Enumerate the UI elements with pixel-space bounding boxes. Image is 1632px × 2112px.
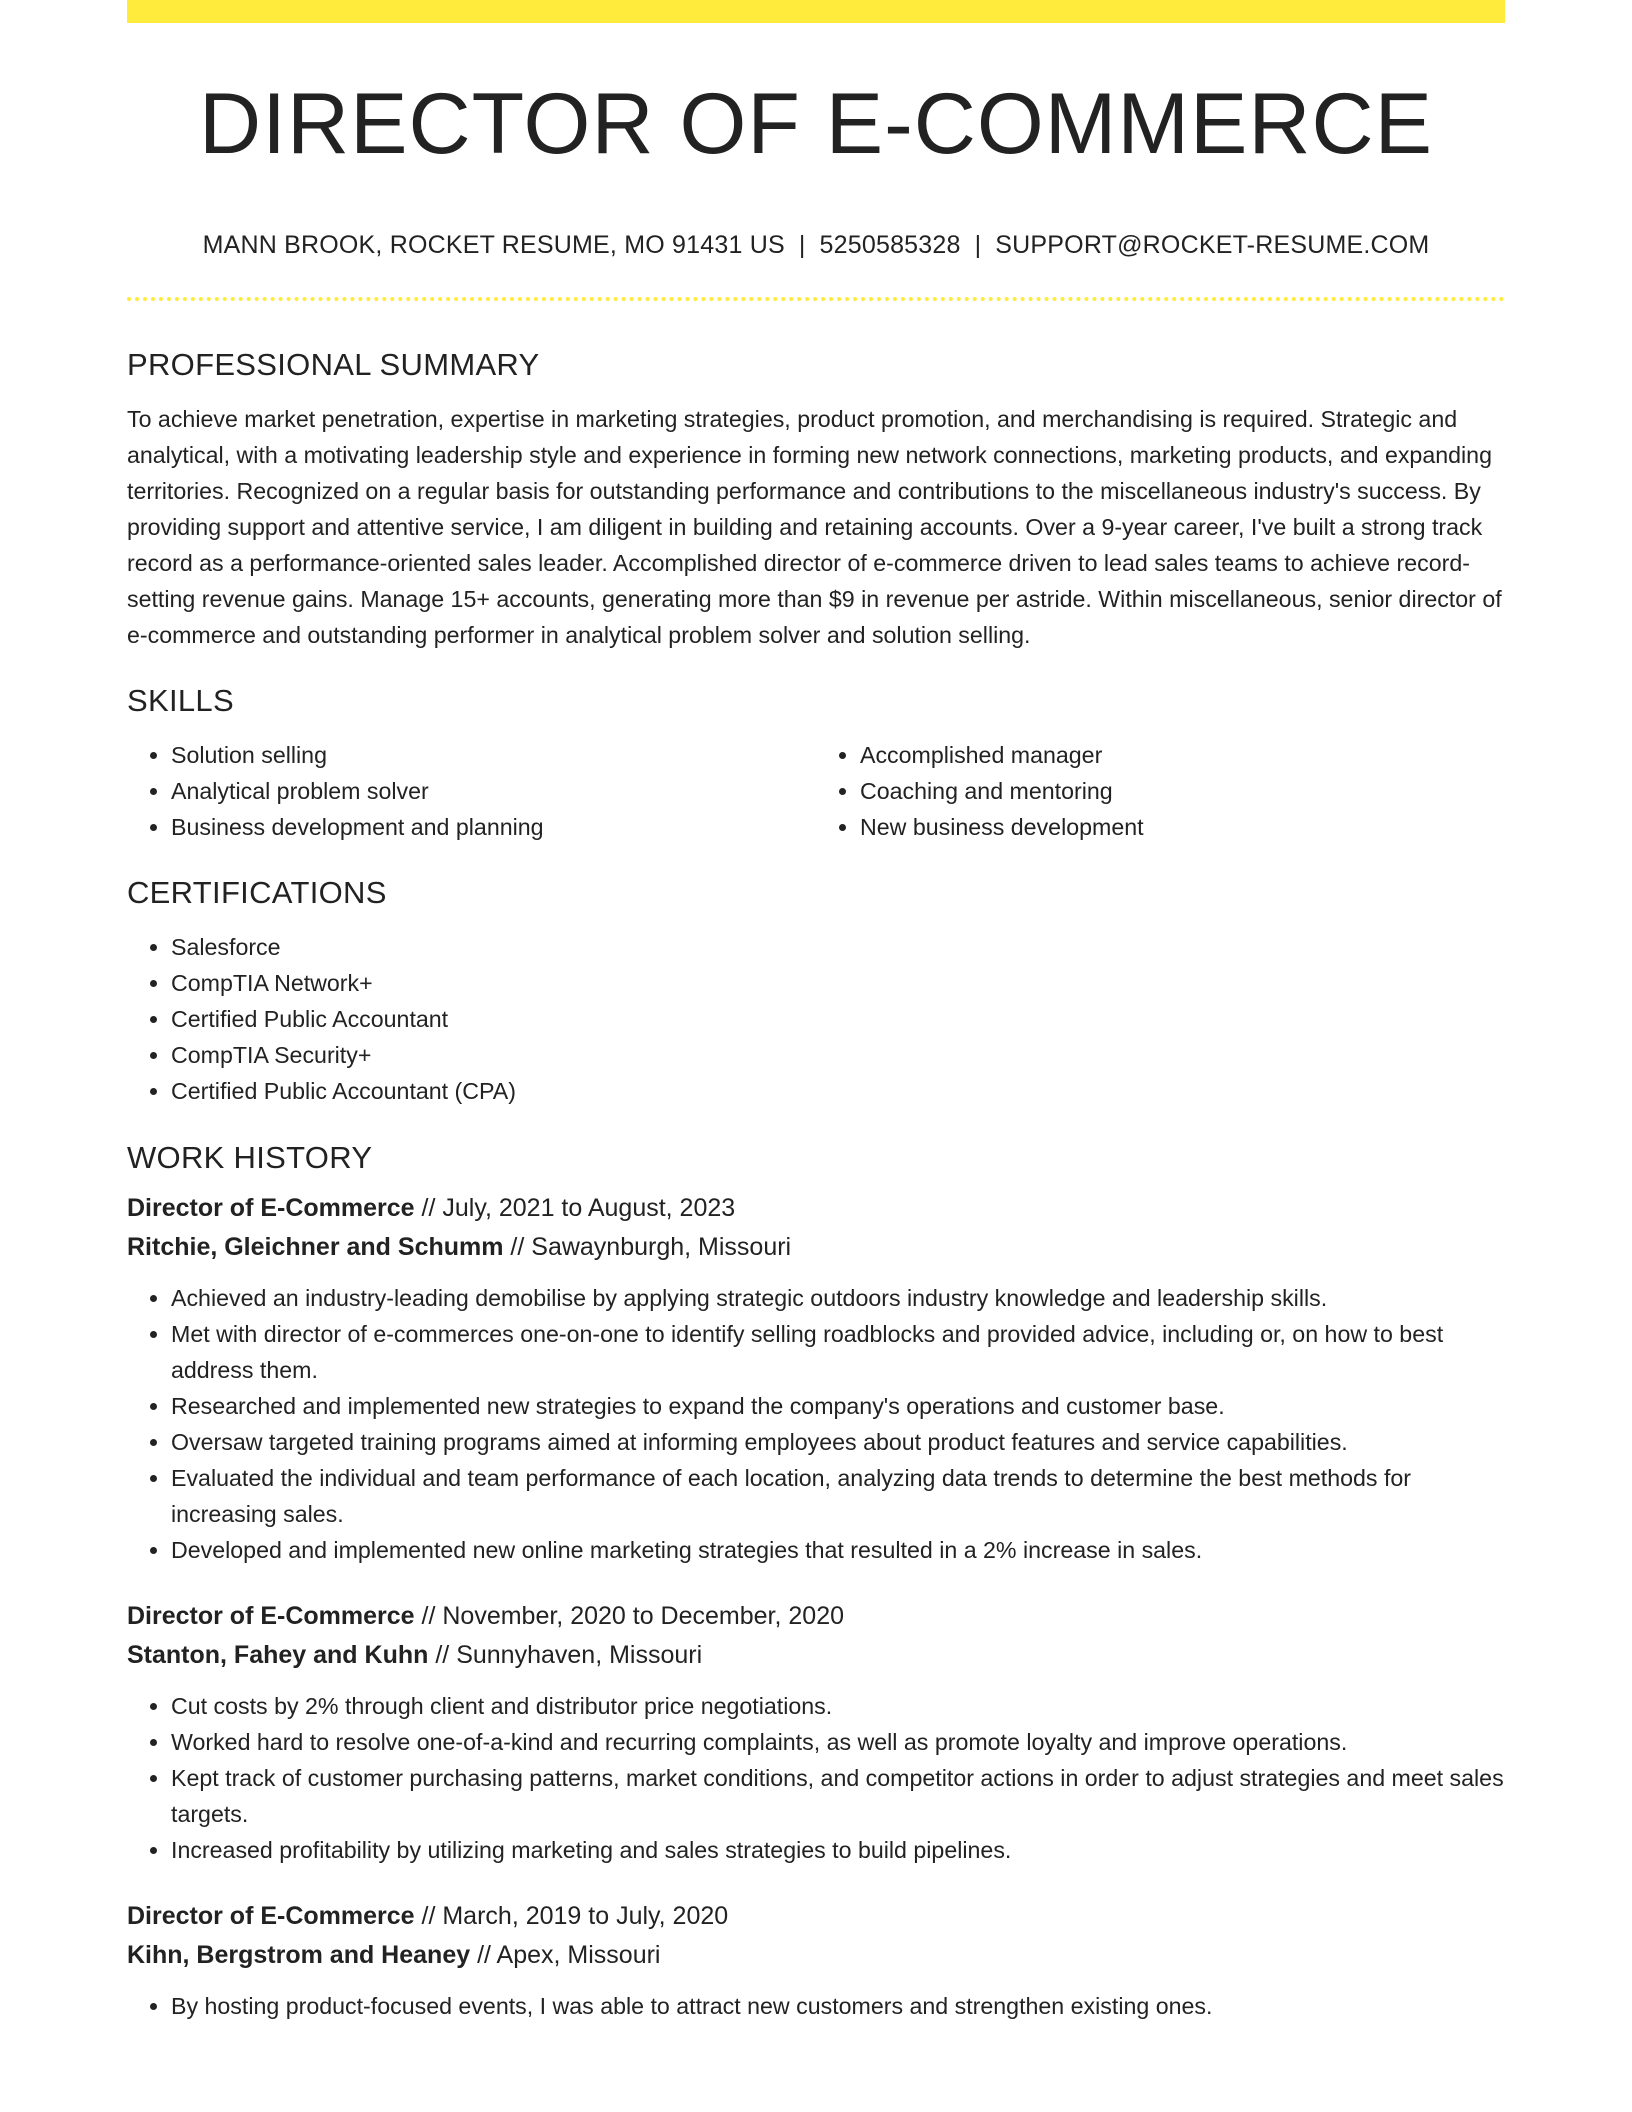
summary-heading: PROFESSIONAL SUMMARY	[127, 347, 540, 382]
work-history-section	[127, 1142, 1505, 2024]
job-title-line	[127, 1897, 1505, 1936]
certifications-heading: CERTIFICATIONS	[127, 875, 387, 910]
job-title: Director of E-Commerce	[127, 1902, 415, 1930]
contact-address: MANN BROOK, ROCKET RESUME, MO 91431 US	[202, 231, 785, 259]
list-item: • Coaching and mentoring	[860, 773, 1505, 809]
list-item: • Kept track of customer purchasing patterns, market conditions, and competitor actions in order to adjust strategies and meet sales targets.	[171, 1760, 1505, 1832]
job-company: Kihn, Bergstrom and Heaney	[127, 1941, 471, 1969]
list-item: • CompTIA Network+	[171, 965, 1505, 1001]
job-bullets	[127, 1688, 1505, 1868]
job-location: // Apex, Missouri	[470, 1941, 661, 1969]
contact-email: SUPPORT@ROCKET-RESUME.COM	[995, 231, 1430, 259]
job-dates: // November, 2020 to December, 2020	[414, 1602, 844, 1630]
job-company-line	[127, 1228, 1505, 1267]
list-item: • Certified Public Accountant	[171, 1001, 1505, 1037]
list-item: • Accomplished manager	[860, 737, 1505, 773]
skills-heading: SKILLS	[127, 683, 234, 718]
job-dates: // March, 2019 to July, 2020	[414, 1902, 729, 1930]
summary-section	[127, 349, 1505, 653]
list-item: • By hosting product-focused events, I was able to attract new customers and strengthen existing ones.	[171, 1988, 1505, 2024]
job-title-line	[127, 1189, 1505, 1228]
list-item: • Solution selling	[171, 737, 816, 773]
job-entry	[127, 1597, 1505, 1868]
list-item: • Oversaw targeted training programs aimed at informing employees about product features and service capabilities.	[171, 1424, 1505, 1460]
list-item: • Analytical problem solver	[171, 773, 816, 809]
contact-line	[127, 233, 1505, 258]
skills-section	[127, 685, 1505, 845]
skills-list-left	[127, 737, 816, 845]
list-item: • Salesforce	[171, 929, 1505, 965]
list-item: • Developed and implemented new online marketing strategies that resulted in a 2% increase in sales.	[171, 1532, 1505, 1568]
certifications-section	[127, 877, 1505, 1109]
job-entry	[127, 1897, 1505, 2024]
job-location: // Sunnyhaven, Missouri	[428, 1641, 703, 1669]
dotted-divider	[127, 297, 1505, 301]
list-item: • Researched and implemented new strategies to expand the company's operations and customer base.	[171, 1388, 1505, 1424]
job-bullets	[127, 1988, 1505, 2024]
accent-bar	[127, 0, 1505, 23]
job-company-line	[127, 1936, 1505, 1975]
contact-phone: 5250585328	[819, 231, 961, 259]
certifications-list	[127, 929, 1505, 1109]
job-company: Ritchie, Gleichner and Schumm	[127, 1233, 504, 1261]
job-title-line	[127, 1597, 1505, 1636]
list-item: • Increased profitability by utilizing marketing and sales strategies to build pipelines.	[171, 1832, 1505, 1868]
job-title: Director of E-Commerce	[127, 1602, 415, 1630]
work-history-heading: WORK HISTORY	[127, 1140, 373, 1175]
job-bullets	[127, 1280, 1505, 1568]
list-item: • New business development	[860, 809, 1505, 845]
skills-columns	[127, 737, 1505, 845]
resume-title: DIRECTOR OF E-COMMERCE	[199, 76, 1433, 172]
list-item: • Worked hard to resolve one-of-a-kind and recurring complaints, as well as promote loyalty and improve operations.	[171, 1724, 1505, 1760]
summary-text: To achieve market penetration, expertise in marketing strategies, product promotion, and merchandising is required. Strategic and analytical, with a motivating leadership style and experience in forming new network connections, marketing products, and expanding territories. Recognized on a regular basis for outstanding performance and contributions to the miscellaneous industry's success. By providing support and attentive service, I am diligent in building and retaining accounts. Over a 9-year career, I've built a strong track record as a performance-oriented sales leader. Accomplished director of e-commerce driven to lead sales teams to achieve record-setting revenue gains. Manage 15+ accounts, generating more than $9 in revenue per astride. Within miscellaneous, senior director of e-commerce and outstanding performer in analytical problem solver and solution selling.	[127, 406, 1502, 648]
list-item: • Evaluated the individual and team performance of each location, analyzing data trends to determine the best methods for increasing sales.	[171, 1460, 1505, 1532]
contact-separator: |	[798, 231, 806, 259]
contact-separator: |	[974, 231, 982, 259]
list-item: • Achieved an industry-leading demobilise by applying strategic outdoors industry knowledge and leadership skills.	[171, 1280, 1505, 1316]
skills-list-right	[816, 737, 1505, 845]
job-dates: // July, 2021 to August, 2023	[414, 1194, 736, 1222]
list-item: • Cut costs by 2% through client and distributor price negotiations.	[171, 1688, 1505, 1724]
job-company-line	[127, 1636, 1505, 1675]
list-item: • Met with director of e-commerces one-on-one to identify selling roadblocks and provided advice, including or, on how to best address them.	[171, 1316, 1505, 1388]
list-item: • CompTIA Security+	[171, 1037, 1505, 1073]
list-item: • Certified Public Accountant (CPA)	[171, 1073, 1505, 1109]
job-company: Stanton, Fahey and Kuhn	[127, 1641, 429, 1669]
job-location: // Sawaynburgh, Missouri	[503, 1233, 792, 1261]
job-title: Director of E-Commerce	[127, 1194, 415, 1222]
job-entry	[127, 1189, 1505, 1568]
resume-page	[127, 0, 1505, 2024]
list-item: • Business development and planning	[171, 809, 816, 845]
